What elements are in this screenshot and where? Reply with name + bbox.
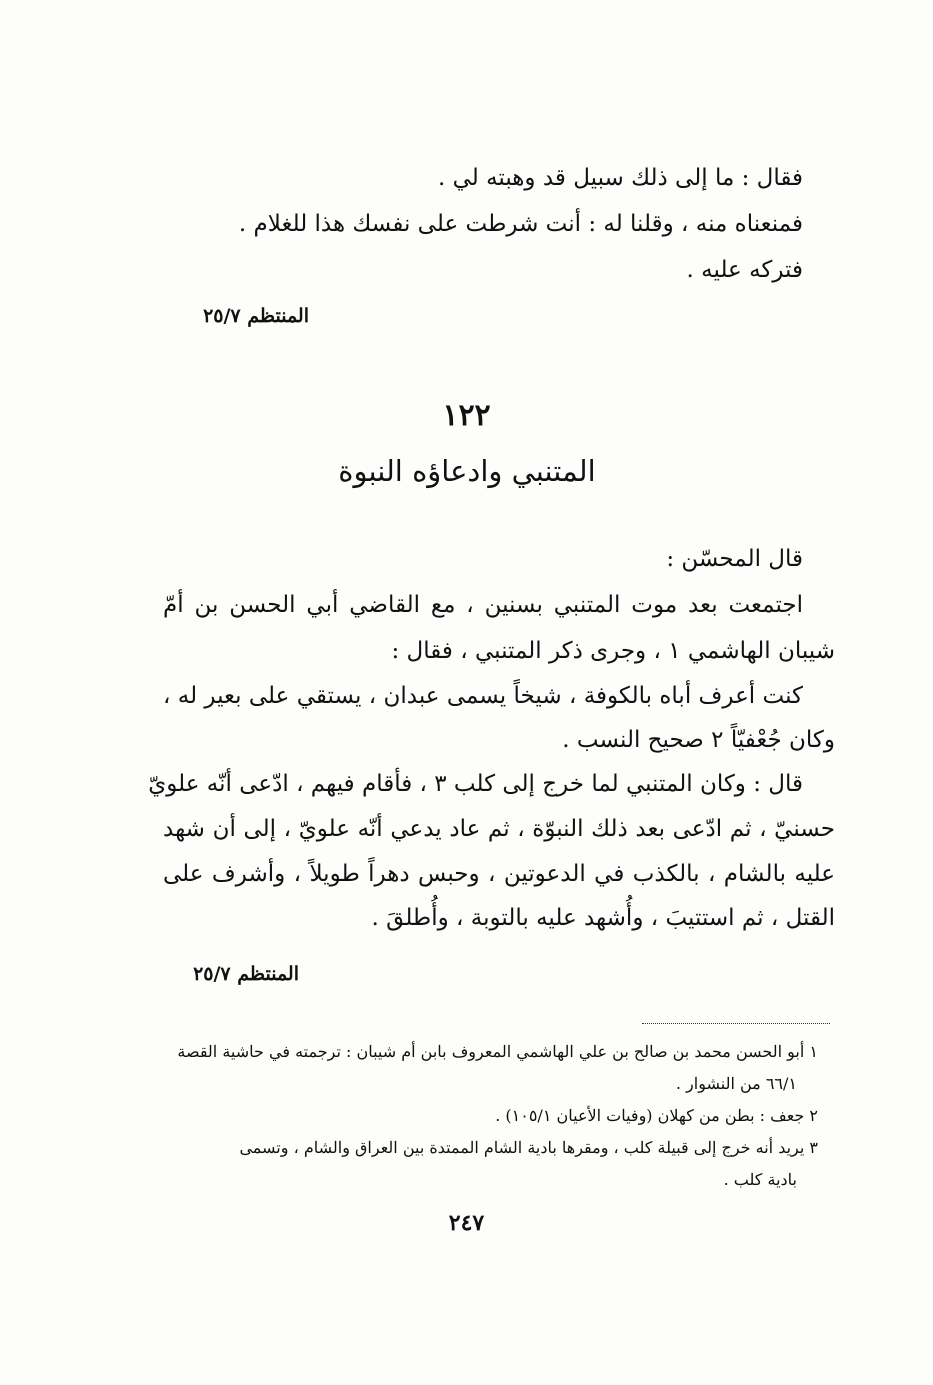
text-line: اجتمعت بعد موت المتنبي بسنين ، مع القاضي أبي الحسن بن أمّ [163,592,803,618]
story-number: ١٢٢ [442,398,491,433]
text-line: القتل ، ثم استتيبَ ، وأُشهد عليه بالتوبة ، وأُطلقَ . [371,905,835,931]
text-line: قال : وكان المتنبي لما خرج إلى كلب ٣ ، فأقام فيهم ، ادّعى أنّه علويّ [148,771,803,797]
text-line: عليه بالشام ، بالكذب في الدعوتين ، وحبس دهراً طويلاً ، وأشرف على [163,861,835,887]
source-citation: المنتظم ٢٥/٧ [203,305,309,327]
source-citation: المنتظم ٢٥/٧ [193,963,299,985]
footnote-line: ٦٦/١ من النشوار . [675,1074,797,1093]
text-line: شيبان الهاشمي ١ ، وجرى ذكر المتنبي ، فقال : [391,638,835,664]
footnote-line: ١ أبو الحسن محمد بن صالح بن علي الهاشمي المعروف بابن أم شيبان : ترجمته في حاشية القصة [177,1042,818,1061]
text-line: حسنيّ ، ثم ادّعى بعد ذلك النبوّة ، ثم عاد يدعي أنّه علويّ ، إلى أن شهد [163,816,835,842]
text-line: وكان جُعْفيّاً ٢ صحيح النسب . [562,727,835,753]
story-title: المتنبي وادعاؤه النبوة [338,454,596,488]
text-line: فمنعناه منه ، وقلنا له : أنت شرطت على نفسك هذا للغلام . [238,211,803,237]
text-line: كنت أعرف أباه بالكوفة ، شيخاً يسمى عبدان ، يستقي على بعير له ، [163,683,803,709]
footnote-line: بادية كلب . [723,1170,797,1189]
footnote-divider [642,1023,830,1024]
page-number: ٢٤٧ [448,1210,485,1236]
text-line: قال المحسّن : [666,546,803,572]
text-line: فتركه عليه . [686,257,803,283]
footnote-line: ٢ جعف : بطن من كهلان (وفيات الأعيان ١٠٥/١) . [495,1106,818,1125]
footnote-line: ٣ يريد أنه خرج إلى قبيلة كلب ، ومقرها بادية الشام الممتدة بين العراق والشام ، وتسمى [239,1138,818,1157]
text-line: فقال : ما إلى ذلك سبيل قد وهبته لي . [437,165,803,191]
